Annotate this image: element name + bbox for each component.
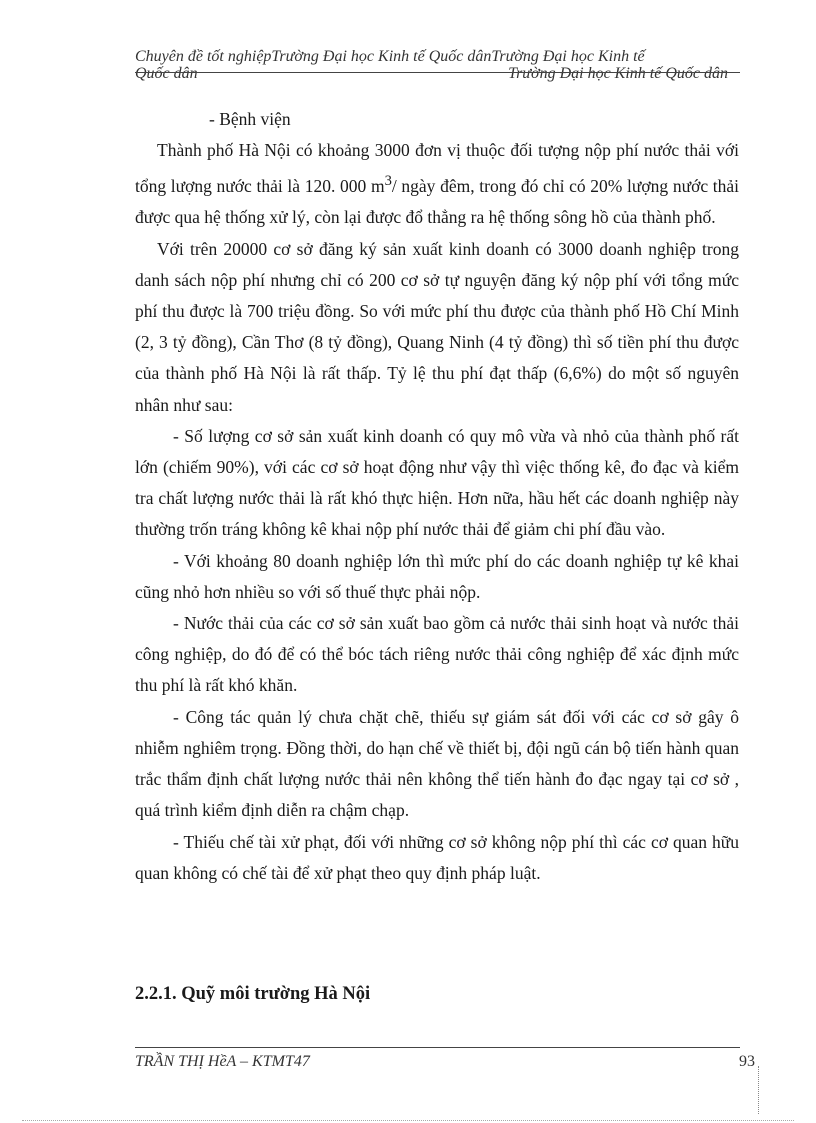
section-heading: 2.2.1. Quỹ môi trường Hà Nội	[135, 984, 371, 1004]
bullet-mixed-wastewater: - Nước thải của các cơ sở sản xuất bao gồm cả nước thải sinh hoạt và nước thải công nghiệp, do đó để có thể bóc tách riêng nước thải công nghiệp để xác định mức thu phí là rất khó khăn.	[135, 613, 739, 696]
footer-divider	[135, 1047, 740, 1048]
header-line-1: Chuyên đề tốt nghiệpTrường Đại học Kinh tế Quốc dânTrường Đại học Kinh tế	[135, 48, 645, 65]
paragraph-wastewater-units-head: Thành phố Hà Nội có khoảng 3000 đơn vị thuộc đối tượng nộp phí nước thải với tổng lượng nước thải là 120. 000 m	[135, 140, 739, 197]
page-bottom-border	[22, 1120, 794, 1121]
bullet-small-enterprises: - Số lượng cơ sở sản xuất kinh doanh có quy mô vừa và nhỏ của thành phố rất lớn (chiếm 90%), với các cơ sở hoạt động như vậy thì việc thống kê, đo đạc và kiểm tra chất lượng nước thải là rất khó thực hiện. Hơn nữa, hầu hết các doanh nghiệp này thường trốn tráng không kê khai nộp phí nước thải để giảm chi phí đầu vào.	[135, 425, 739, 540]
header-line-2-left: Quốc dân	[135, 65, 198, 82]
paragraph-wastewater-units	[135, 135, 739, 233]
bullet-management: - Công tác quản lý chưa chặt chẽ, thiếu sự giám sát đối với các cơ sở gây ô nhiễm nghiêm trọng. Đồng thời, do hạn chế về thiết bị, đội ngũ cán bộ tiến hành quan trắc thẩm định chất lượng nước thải nên không thể tiến hành đo đạc ngay tại cơ sở , quá trình kiểm định diễn ra chậm chạp.	[135, 706, 739, 821]
footer-author: TRẦN THỊ HềA – KTMT47	[135, 1053, 310, 1070]
paragraph-wastewater-units-tail: / ngày đêm, trong đó chỉ có 20% lượng nước thải được qua hệ thống xử lý, còn lại được đổ thẳng ra hệ thống sông hồ của thành phố.	[135, 176, 740, 228]
page-footer	[135, 1053, 755, 1071]
margin-guide-line	[758, 1066, 759, 1114]
header-line-2	[135, 65, 740, 82]
bullet-hospital: - Bệnh viện	[209, 109, 291, 129]
cubic-superscript: 3	[384, 173, 392, 190]
bullet-large-enterprises: - Với khoảng 80 doanh nghiệp lớn thì mức phí do các doanh nghiệp tự kê khai cũng nhỏ hơn nhiều so với số thuế thực phải nộp.	[135, 550, 739, 602]
paragraph-fee-collection: Với trên 20000 cơ sở đăng ký sản xuất kinh doanh có 3000 doanh nghiệp trong danh sách nộp phí nhưng chỉ có 200 cơ sở tự nguyện đăng ký nộp phí với tổng mức phí thu được là 700 triệu đồng. So với mức phí thu được của thành phố Hồ Chí Minh (2, 3 tỷ đồng), Cần Thơ (8 tỷ đồng), Quang Ninh (4 tỷ đồng) thì số tiền phí thu được của thành phố Hà Nội là rất thấp. Tỷ lệ thu phí đạt thấp (6,6%) do một số nguyên nhân như sau:	[135, 238, 739, 415]
header-divider	[135, 72, 740, 73]
bullet-sanctions: - Thiếu chế tài xử phạt, đối với những cơ sở không nộp phí thì các cơ quan hữu quan không có chế tài để xử phạt theo quy định pháp luật.	[135, 831, 739, 883]
page-number: 93	[739, 1053, 755, 1070]
header-line-2-right: Trường Đại học Kinh tế Quốc dân	[508, 65, 728, 82]
main-content	[135, 104, 739, 889]
page-header	[135, 48, 740, 82]
